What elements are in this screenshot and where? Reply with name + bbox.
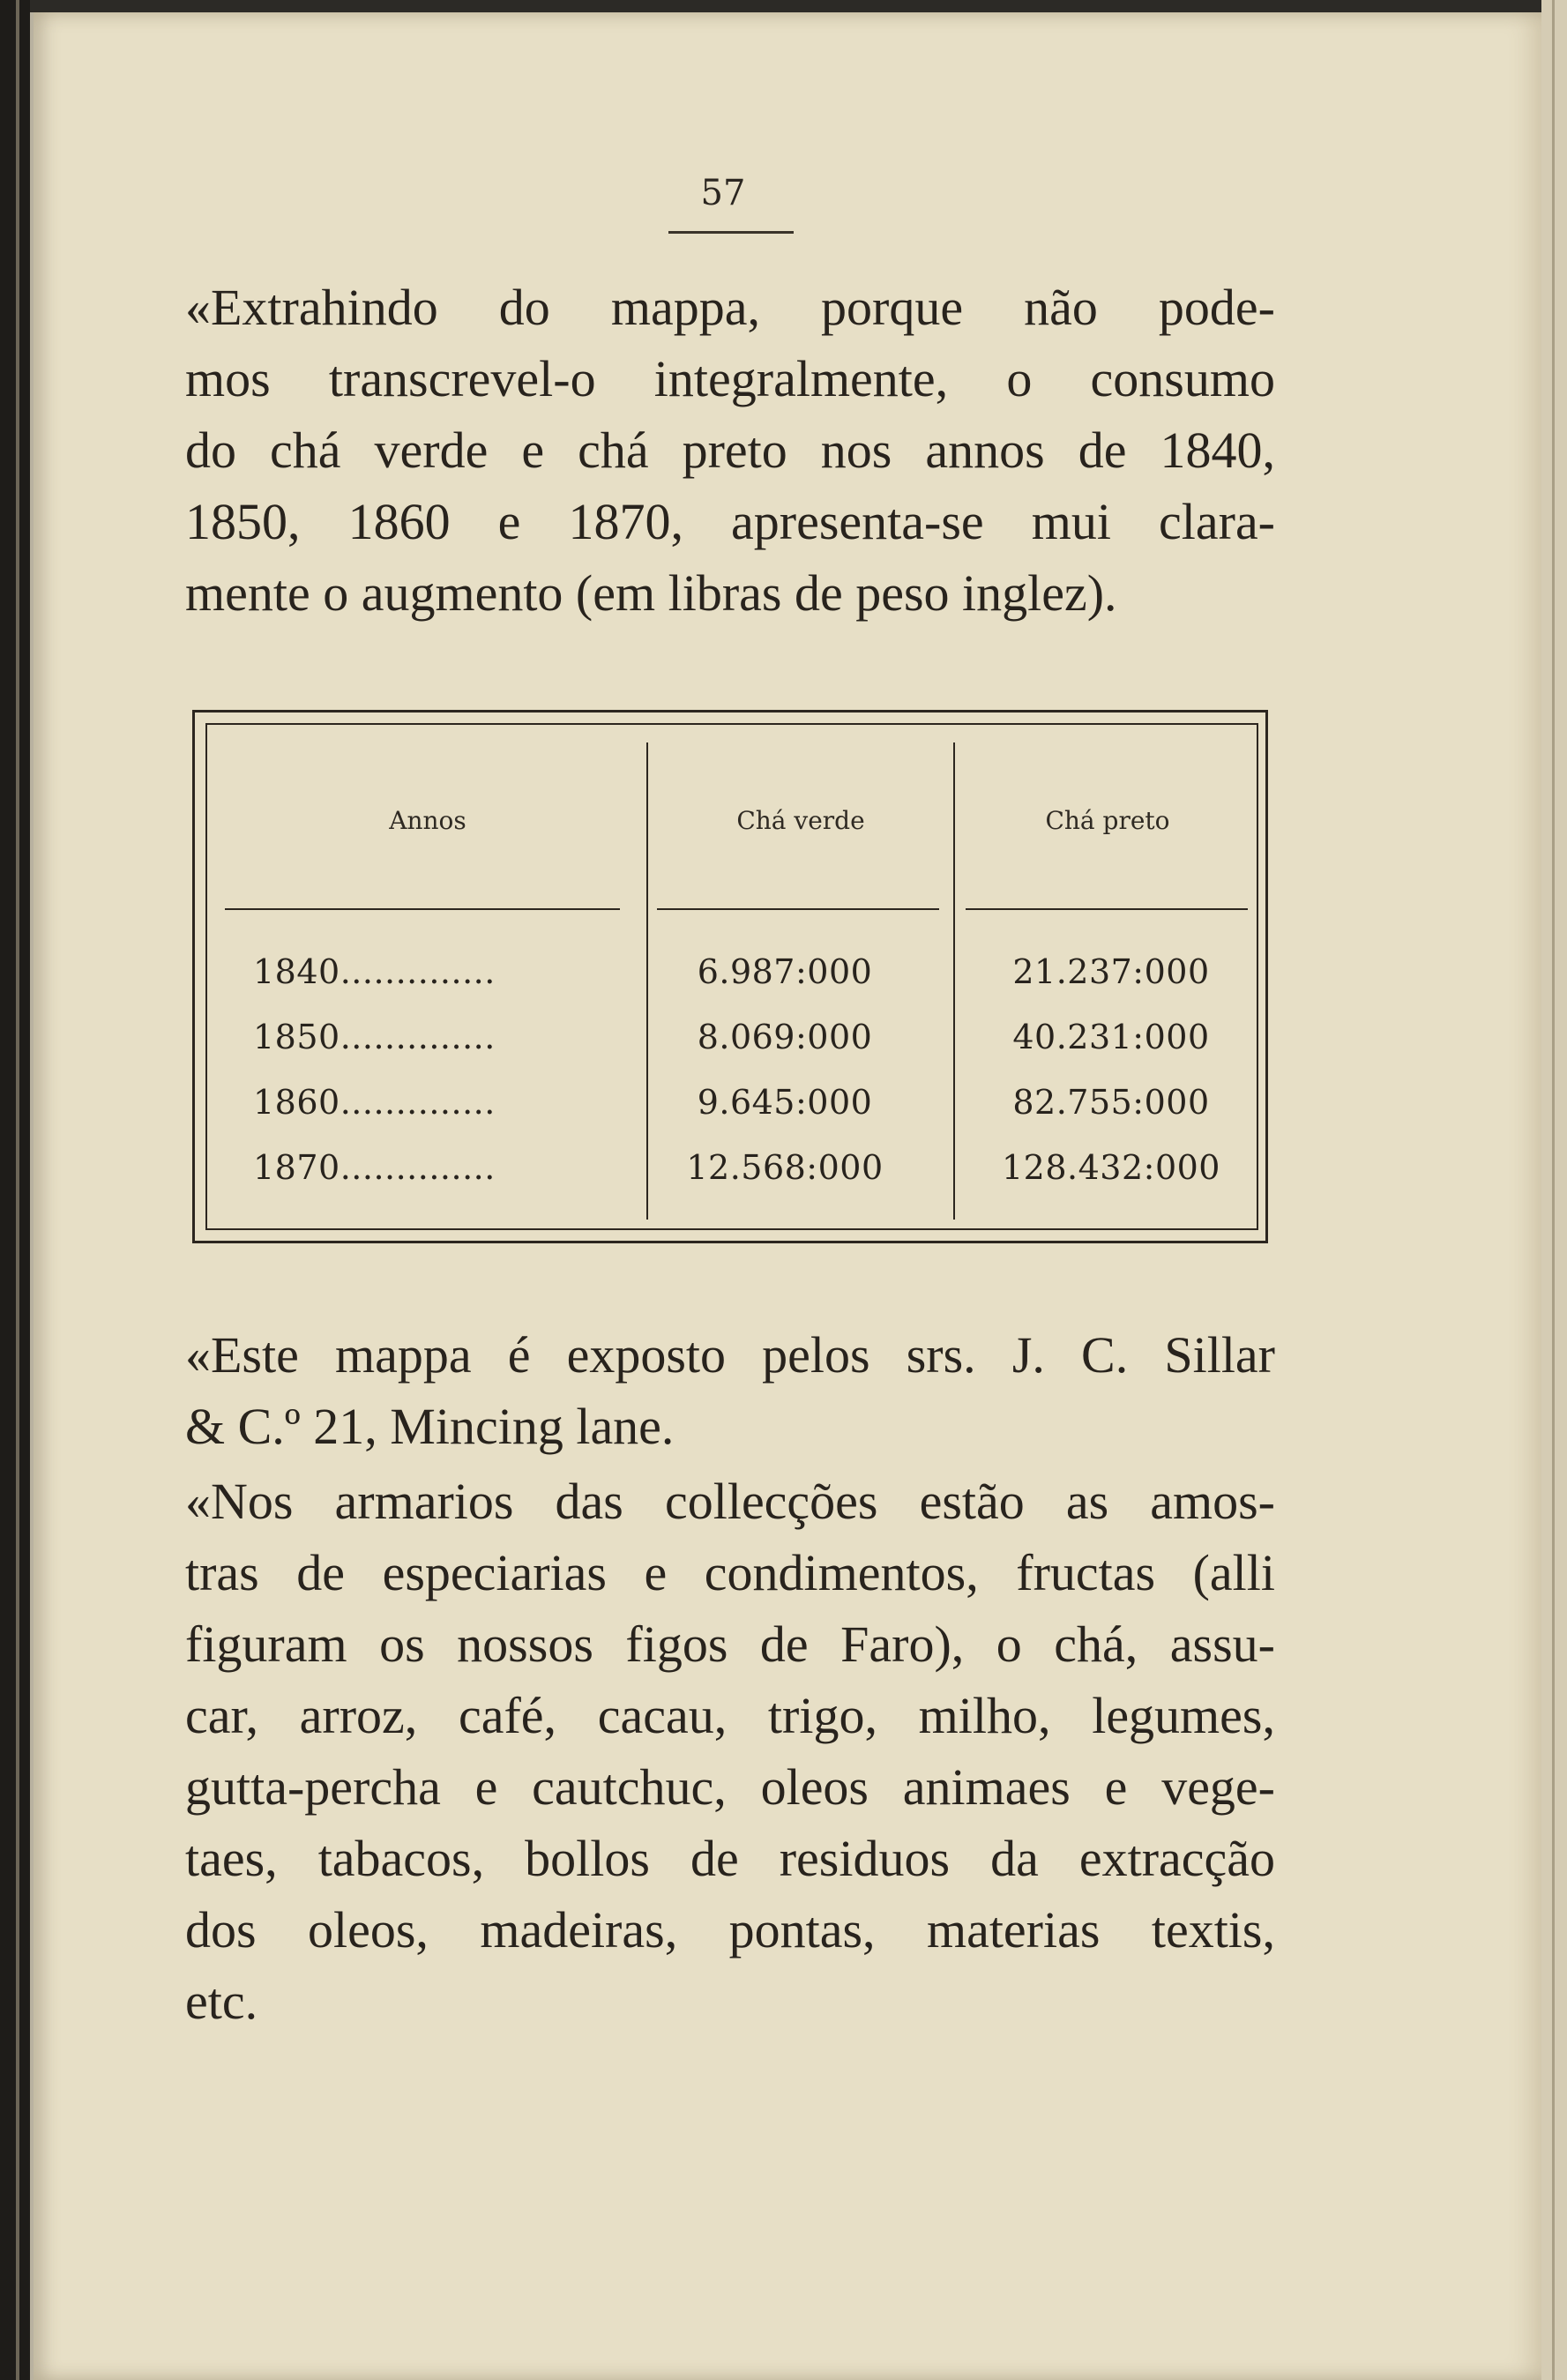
text-line: do chá verde e chá preto nos annos de 1840, — [185, 422, 1275, 479]
header-annos: Annos — [389, 806, 466, 835]
table-inner-frame — [205, 723, 1258, 1230]
header-rule — [657, 908, 939, 910]
text-line: etc. — [185, 1973, 258, 2030]
black-tea-cell: 82.755:000 — [1012, 1083, 1210, 1122]
year-cell: 1870.............. — [253, 1148, 496, 1187]
text-line: gutta-percha e cautchuc, oleos animaes e vege- — [185, 1758, 1275, 1816]
scan-left-binding-line — [16, 0, 19, 2380]
text-line: car, arroz, café, cacau, trigo, milho, legumes, — [185, 1687, 1275, 1744]
text-line: dos oleos, madeiras, pontas, materias textis, — [185, 1901, 1275, 1958]
page-number-rule — [668, 231, 794, 234]
year-cell: 1860.............. — [253, 1083, 496, 1122]
text-line: «Extrahindo do mappa, porque não pode- — [185, 279, 1275, 336]
header-rule — [966, 908, 1248, 910]
text-line: 1850, 1860 e 1870, apresenta-se mui clara- — [185, 493, 1275, 550]
black-tea-cell: 128.432:000 — [1002, 1148, 1220, 1187]
scan-left-binding — [0, 0, 30, 2380]
green-tea-cell: 12.568:000 — [686, 1148, 884, 1187]
scan-top-border — [0, 0, 1567, 12]
header-rule — [225, 908, 620, 910]
scan-right-edge-line — [1552, 0, 1555, 2380]
green-tea-cell: 9.645:000 — [697, 1083, 873, 1122]
page-number: 57 — [700, 173, 746, 213]
text-line: & C.º 21, Mincing lane. — [185, 1398, 675, 1455]
text-line: «Nos armarios das collecções estão as amos- — [185, 1473, 1275, 1530]
text-line: figuram os nossos figos de Faro), o chá, assu- — [185, 1615, 1275, 1673]
collections-paragraph — [185, 1466, 1275, 2037]
black-tea-cell: 21.237:000 — [1012, 952, 1210, 991]
header-cha-preto: Chá preto — [1045, 806, 1170, 835]
text-line: mos transcrevel-o integralmente, o consumo — [185, 350, 1275, 407]
year-cell: 1840.............. — [253, 952, 496, 991]
header-cha-verde: Chá verde — [736, 806, 865, 835]
green-tea-cell: 6.987:000 — [697, 952, 873, 991]
intro-paragraph — [185, 272, 1275, 629]
text-line: «Este mappa é exposto pelos srs. J. C. Sillar — [185, 1326, 1275, 1384]
year-cell: 1850.............. — [253, 1018, 496, 1056]
text-line: mente o augmento (em libras de peso inglez). — [185, 564, 1117, 622]
consumption-table — [192, 710, 1268, 1243]
note-paragraph — [185, 1319, 1275, 1462]
green-tea-cell: 8.069:000 — [697, 1018, 873, 1056]
text-line: tras de especiarias e condimentos, fructas (alli — [185, 1544, 1275, 1601]
text-line: taes, tabacos, bollos de residuos da extracção — [185, 1830, 1275, 1887]
black-tea-cell: 40.231:000 — [1012, 1018, 1210, 1056]
